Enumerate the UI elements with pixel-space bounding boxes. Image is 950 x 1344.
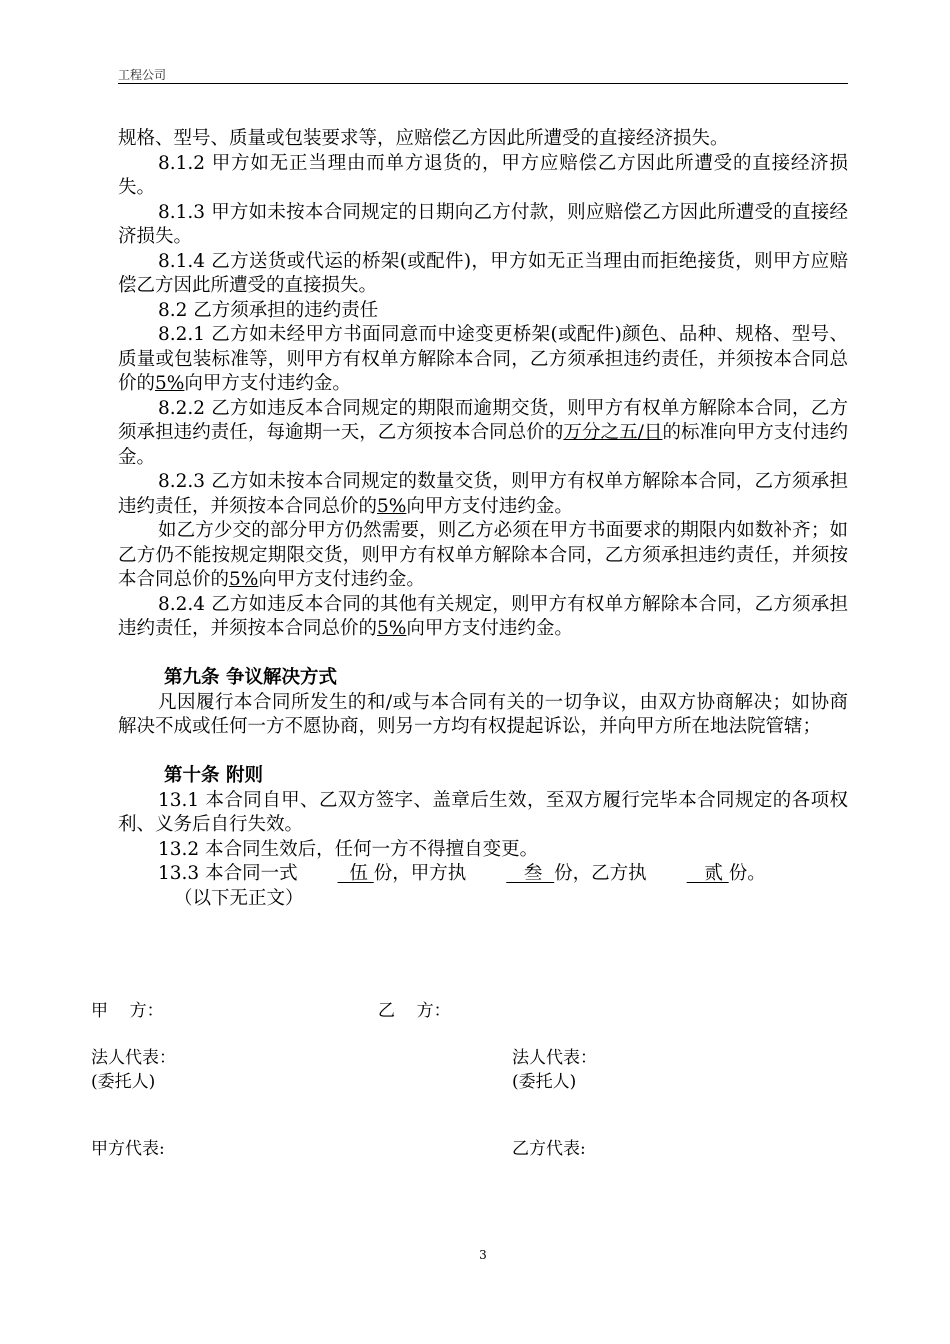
underlined-term: 5% [377, 495, 407, 517]
proxy-b-label: (委托人) [512, 1072, 577, 1092]
text-run: 份，乙方执 [554, 863, 647, 884]
paragraph [118, 397, 848, 471]
rep-a-label: 甲方代表: [91, 1139, 165, 1159]
end-note: （以下无正文） [174, 887, 304, 909]
paragraph [118, 862, 848, 887]
legal-rep-b-label: 法人代表： [512, 1048, 597, 1068]
paragraph: 13.2 本合同生效后，任何一方不得擅自变更。 [158, 838, 539, 860]
header-company: 工程公司 [118, 68, 167, 82]
party-b-label: 乙 方： [378, 1001, 451, 1021]
copies-party-a-blank: 叁 [506, 863, 555, 884]
text-run: 向甲方支付违约金。 [258, 569, 425, 590]
paragraph: 8.2 乙方须承担的违约责任 [158, 299, 379, 321]
underlined-term: 5% [229, 569, 259, 590]
text-run: 13.3 本合同一式 [158, 863, 298, 884]
proxy-a-label: (委托人) [91, 1072, 156, 1092]
copies-party-b-blank: 贰 [686, 863, 729, 884]
text-run: 如乙方少交的部分甲方仍然需要，则乙方必须在甲方书面要求的期限内如数补齐；如乙方仍不能按规定期限交货，则甲方有权单方解除本合同，乙方须承担违约责任，并须按本合同总价的 [118, 520, 848, 590]
paragraph: 13.1 本合同自甲、乙双方签字、盖章后生效，至双方履行完毕本合同规定的各项权利、义务后自行失效。 [118, 789, 848, 835]
text-run: 向甲方支付违约金。 [406, 495, 573, 517]
text-run: 向甲方支付违约金。 [184, 373, 351, 394]
paragraph: 8.1.4 乙方送货或代运的桥架(或配件)，甲方如无正当理由而拒绝接货，则甲方应赔偿乙方因此所遭受的直接损失。 [118, 250, 848, 296]
text-run: 8.2.3 乙方如未按本合同规定的数量交货，则甲方有权单方解除本合同，乙方须承担违约责任，并须按本合同总价的 [118, 471, 848, 517]
paragraph: 凡因履行本合同所发生的和/或与本合同有关的一切争议，由双方协商解决；如协商解决不成或任何一方不愿协商，则另一方均有权提起诉讼，并向甲方所在地法院管辖； [118, 691, 848, 737]
rep-b-label: 乙方代表: [512, 1139, 586, 1159]
text-run: 的标准向甲方支付违约金。 [118, 422, 848, 468]
paragraph [118, 519, 848, 593]
party-a-label: 甲 方： [91, 1001, 164, 1021]
text-run: 8.2.1 乙方如未经甲方书面同意而中途变更桥架(或配件)颜色、品种、规格、型号、质量或包装标准等，则甲方有权单方解除本合同，乙方须承担违约责任，并须按本合同总价的 [118, 324, 848, 394]
page-number: 3 [479, 1248, 487, 1262]
section-heading-10: 第十条 附则 [164, 765, 263, 786]
underlined-term: 5% [155, 373, 185, 394]
text-run: 8.2.2 乙方如违反本合同规定的期限而逾期交货，则甲方有权单方解除本合同，乙方须承担违约责任，每逾期一天，乙方须按本合同总价的 [118, 397, 848, 443]
header-rule [118, 83, 848, 84]
paragraph: 8.1.3 甲方如未按本合同规定的日期向乙方付款，则应赔偿乙方因此所遭受的直接经济损失。 [118, 201, 848, 247]
underlined-term: 万分之五/日 [563, 422, 663, 443]
text-run: 份，甲方执 [373, 863, 467, 884]
text-run: 向甲方支付违约金。 [406, 618, 573, 639]
underlined-term: 5% [377, 618, 407, 639]
paragraph [118, 470, 848, 519]
paragraph: 规格、型号、质量或包装要求等，应赔偿乙方因此所遭受的直接经济损失。 [118, 128, 729, 149]
paragraph [118, 323, 848, 397]
copies-total-blank: 伍 [337, 863, 374, 884]
contract-body [118, 127, 848, 911]
paragraph: 8.1.2 甲方如无正当理由而单方退货的，甲方应赔偿乙方因此所遭受的直接经济损失。 [118, 152, 848, 198]
text-run: 8.2.4 乙方如违反本合同的其他有关规定，则甲方有权单方解除本合同，乙方须承担违约责任，并须按本合同总价的 [118, 593, 848, 639]
legal-rep-a-label: 法人代表： [91, 1048, 176, 1068]
text-run: 份。 [728, 863, 766, 884]
section-heading-9: 第九条 争议解决方式 [164, 667, 337, 688]
paragraph [118, 593, 848, 642]
